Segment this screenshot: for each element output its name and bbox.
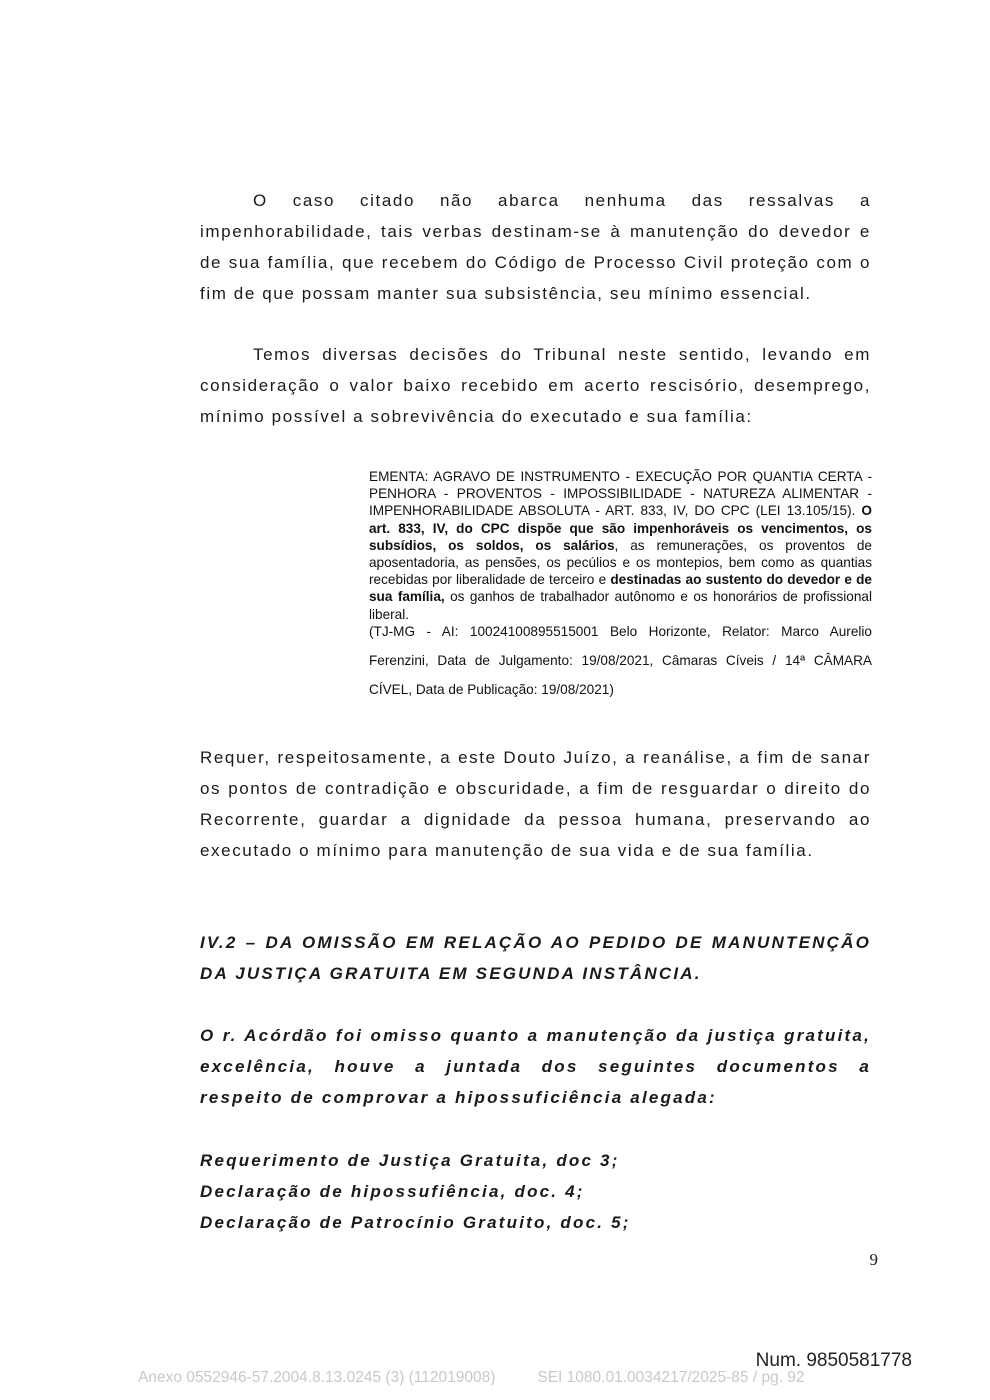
jurisprudence-quote <box>369 468 872 623</box>
document-item: Declaração de Patrocínio Gratuito, doc. 5; <box>200 1213 631 1232</box>
document-item: Requerimento de Justiça Gratuita, doc 3; <box>200 1151 620 1170</box>
paragraph-requer: Requer, respeitosamente, a este Douto Juízo, a reanálise, a fim de sanar os pontos de contradição e obscuridade, a fim de resguardar o direito do Recorrente, guardar a dignidade da pessoa humana, preservando ao executado o mínimo para manutenção de sua vida e de sua família. <box>200 748 871 860</box>
paragraph-impenhorabilidade: O caso citado não abarca nenhuma das ressalvas a impenhorabilidade, tais verbas destinam-se à manutenção do devedor e de sua família, que recebem do Código de Processo Civil proteção com o fim de que possam manter sua subsistência, seu mínimo essencial. <box>200 191 871 303</box>
quote-text-2: , as remunerações, os proventos de aposentadoria, as pensões, os pecúlios e os montepios, bem como as quantias recebidas por liberalidade de terceiro e <box>369 537 872 588</box>
footer-sei: SEI 1080.01.0034217/2025-85 / pg. 92 <box>537 1369 805 1386</box>
quote-text-1: EMENTA: AGRAVO DE INSTRUMENTO - EXECUÇÃO POR QUANTIA CERTA - PENHORA - PROVENTOS - IMPOSSIBILIDADE - NATUREZA ALIMENTAR - IMPENHORABILIDADE ABSOLUTA - ART. 833, IV, DO CPC (LEI 13.105/15). <box>369 469 872 519</box>
page-number: 9 <box>869 1250 878 1269</box>
paragraph-decisoes-tribunal: Temos diversas decisões do Tribunal neste sentido, levando em consideração o valor baixo recebido em acerto rescisório, desemprego, mínimo possível a sobrevivência do executado e sua família: <box>200 345 871 426</box>
quote-bold-1: O art. 833, IV, do CPC dispõe que são impenhoráveis os vencimentos, os subsídios, os soldos, os salários <box>369 503 872 553</box>
footer-anexo: Anexo 0552946-57.2004.8.13.0245 (3) (112019008) <box>138 1369 496 1386</box>
document-item: Declaração de hipossufiência, doc. 4; <box>200 1182 585 1201</box>
quote-bold-2: destinadas ao sustento do devedor e de sua família, <box>369 572 872 605</box>
section-heading: IV.2 – DA OMISSÃO EM RELAÇÃO AO PEDIDO DE MANUNTENÇÃO DA JUSTIÇA GRATUITA EM SEGUNDA INSTÂNCIA. <box>200 933 871 983</box>
footer-watermark <box>138 1369 805 1387</box>
section-body: O r. Acórdão foi omisso quanto a manutenção da justiça gratuita, excelência, houve a juntada dos seguintes documentos a respeito de comprovar a hipossuficiência alegada: <box>200 1026 871 1107</box>
quote-text-3: os ganhos de trabalhador autônomo e os honorários de profissional liberal. <box>369 589 872 622</box>
document-number: Num. 9850581778 <box>755 1350 912 1371</box>
quote-citation: (TJ-MG - AI: 10024100895515001 Belo Horizonte, Relator: Marco Aurelio Ferenzini, Data de Julgamento: 19/08/2021, Câmaras Cíveis / 14ª CÂMARA CÍVEL, Data de Publicação: 19/08/2021) <box>369 624 872 697</box>
documents-list <box>200 1145 871 1238</box>
